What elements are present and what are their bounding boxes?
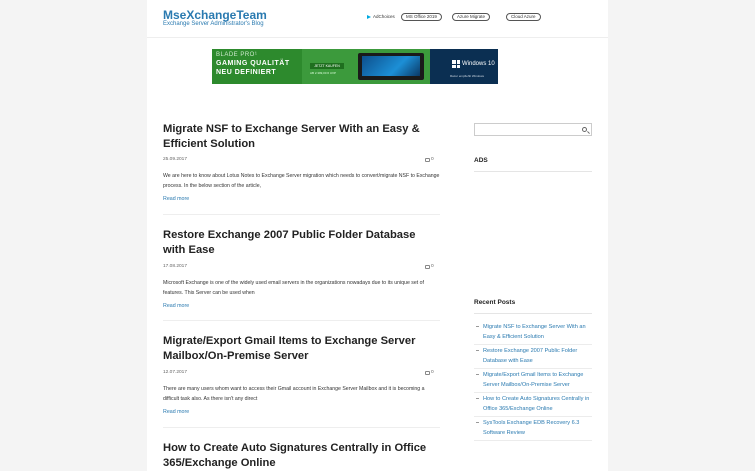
recent-posts-title: Recent Posts: [474, 299, 516, 306]
recent-post-link[interactable]: SysTools Exchange EDB Recovery 6.3 Software Review: [474, 417, 592, 441]
post-comments[interactable]: [425, 157, 434, 162]
site-title[interactable]: MseXchangeTeam: [163, 8, 267, 22]
post-title[interactable]: Migrate NSF to Exchange Server With an Easy & Efficient Solution: [163, 123, 420, 150]
search-input[interactable]: [475, 124, 575, 135]
recent-post-link[interactable]: How to Create Auto Signatures Centrally in Office 365/Exchange Online: [474, 393, 592, 417]
post-excerpt: There are many users whom want to access their Gmail account in Exchange Server Mailbox and it is becoming a difficult task also. As there isn't any direct: [163, 386, 425, 402]
recent-posts-list: [474, 321, 592, 441]
post-comments[interactable]: [425, 370, 434, 375]
tag-azure-migrate[interactable]: Azure Migrate: [452, 13, 490, 21]
post-date: 25.09.2017: [163, 157, 188, 162]
windows-logo-icon: [452, 60, 460, 68]
windows-label: Windows 10: [462, 61, 495, 67]
recent-post-link[interactable]: Restore Exchange 2007 Public Folder Database with Ease: [474, 345, 592, 369]
comment-bubble-icon: [425, 371, 430, 375]
post-divider: [163, 214, 440, 215]
ad-banner-price: AB 2.399,00 € UVP: [310, 71, 337, 75]
tag-cloud-azure[interactable]: Cloud Azure: [506, 13, 541, 21]
ad-banner[interactable]: [212, 49, 498, 84]
post-title[interactable]: How to Create Auto Signatures Centrally in Office 365/Exchange Online: [163, 442, 427, 469]
ad-banner-cta-button[interactable]: JETZT KAUFEN: [310, 63, 344, 69]
post-divider: [163, 320, 440, 321]
post-comments[interactable]: [425, 264, 434, 269]
windows-fine-print: Razer empfiehlt Windows: [450, 74, 485, 78]
widget-divider: [474, 313, 592, 314]
post-date: 12.07.2017: [163, 370, 188, 375]
search-box[interactable]: [474, 123, 592, 136]
read-more-link[interactable]: Read more: [163, 196, 190, 202]
post-excerpt: Microsoft Exchange is one of the widely used email servers in the organizations nowadays due to its unique set of features. This Server can be used when: [163, 280, 424, 296]
adchoices-label: AdChoices: [373, 14, 395, 19]
laptop-image: [358, 53, 424, 80]
comment-count: 0: [431, 370, 434, 375]
adchoices-link[interactable]: [367, 14, 395, 19]
comment-bubble-icon: [425, 158, 430, 162]
post-excerpt: We are here to know about Lotus Notes to Exchange Server migration which needs to convert/migrate NSF to Exchange process. In the below section of the article,: [163, 173, 440, 189]
recent-post-link[interactable]: Migrate NSF to Exchange Server With an Easy & Efficient Solution: [474, 321, 592, 345]
comment-bubble-icon: [425, 265, 430, 269]
recent-post-link[interactable]: Migrate/Export Gmail Items to Exchange Server Mailbox/On-Premise Server: [474, 369, 592, 393]
post-title[interactable]: Migrate/Export Gmail Items to Exchange Server Mailbox/On-Premise Server: [163, 335, 416, 362]
adchoices-icon: [367, 15, 371, 19]
comment-count: 0: [431, 157, 434, 162]
ad-banner-line2: GAMING QUALITÄT: [216, 60, 290, 67]
windows-panel: [430, 49, 498, 84]
post-title[interactable]: Restore Exchange 2007 Public Folder Database with Ease: [163, 229, 416, 256]
read-more-link[interactable]: Read more: [163, 409, 190, 415]
ad-banner-line1: BLADE PRO¹: [216, 52, 258, 58]
comment-count: 0: [431, 264, 434, 269]
search-icon[interactable]: [582, 127, 587, 132]
site-tagline: Exchange Server Administrator's Blog: [163, 21, 264, 27]
ads-widget-title: ADS: [474, 157, 488, 164]
post-divider: [163, 427, 440, 428]
post-date: 17.08.2017: [163, 264, 188, 269]
read-more-link[interactable]: Read more: [163, 303, 190, 309]
tag-ms-office-2019[interactable]: MS Office 2019: [401, 13, 442, 21]
ad-banner-line3: NEU DEFINIERT: [216, 69, 277, 76]
widget-divider: [474, 171, 592, 172]
